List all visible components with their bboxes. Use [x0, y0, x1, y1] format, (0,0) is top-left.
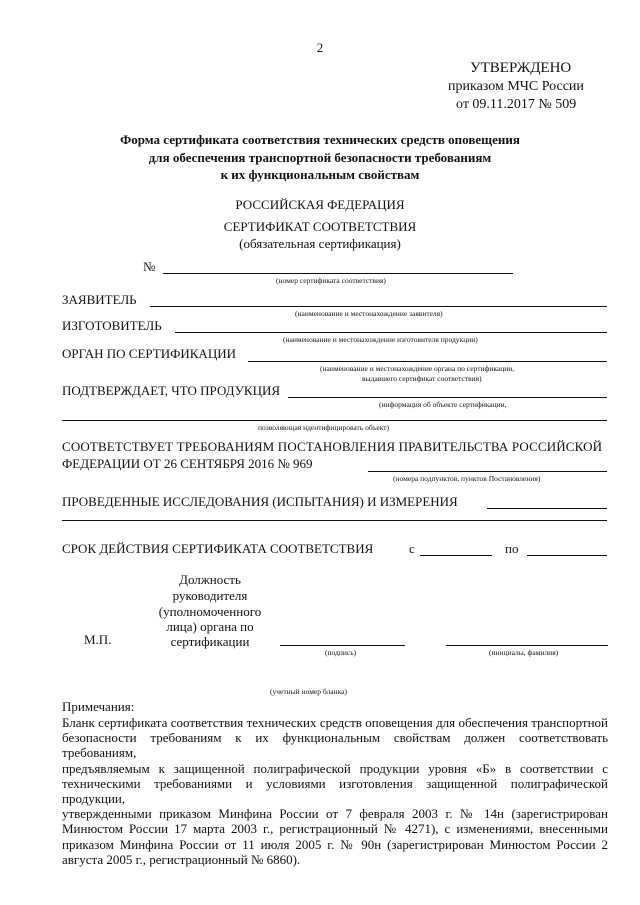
- notes-heading: Примечания:: [62, 699, 135, 714]
- stamp-label: М.П.: [84, 632, 112, 647]
- notes-line: Бланк сертификата соответствия технических средств оповещения для обеспечения транспортной: [62, 715, 608, 730]
- applicant-label: ЗАЯВИТЕЛЬ: [62, 292, 137, 307]
- number-field-line: [163, 273, 513, 274]
- approval-date: от 09.11.2017 № 509: [456, 97, 577, 112]
- notes-line: безопасности требованиям к их функциональным свойствам должен соответствовать требованиям,: [62, 730, 608, 761]
- notes-line: предъявляемым к защищенной полиграфической продукции уровня «Б» в соответствии с: [62, 760, 608, 776]
- product-label: ПОДТВЕРЖДАЕТ, ЧТО ПРОДУКЦИЯ: [62, 383, 281, 398]
- notes-line: техническими требованиями и условиями изготовления защищенной полиграфической продукции,: [62, 775, 608, 807]
- notes-line: августа 2005 г., регистрационный № 6860).: [62, 851, 301, 867]
- cert-body-field-line: [248, 361, 607, 362]
- research-field-line: [487, 508, 607, 509]
- product-caption-line1: (информация об объекте сертификации,: [379, 400, 507, 409]
- cert-body-label: ОРГАН ПО СЕРТИФИКАЦИИ: [62, 346, 236, 361]
- validity-to-label: по: [505, 541, 519, 556]
- conformity-caption: (номера подпунктов, пунктов Постановления): [393, 474, 541, 483]
- notes-line: утвержденными приказом Минфина России от 7 февраля 2003 г. № 14н (зарегистрирован: [62, 806, 608, 822]
- product-caption-line2: позволяющая идентифицировать объект): [258, 423, 390, 432]
- form-title-line1: Форма сертификата соответствия технических средств оповещения: [120, 132, 520, 147]
- conformity-line1: СООТВЕТСТВУЕТ ТРЕБОВАНИЯМ ПОСТАНОВЛЕНИЯ ПРАВИТЕЛЬСТВА РОССИЙСКОЙ: [62, 439, 603, 454]
- applicant-field-line: [150, 306, 607, 307]
- name-line: [446, 645, 608, 646]
- approval-order: приказом МЧС России: [448, 79, 584, 94]
- signature-caption: (подпись): [325, 648, 357, 657]
- manufacturer-field-line: [175, 332, 607, 333]
- applicant-caption: (наименование и местонахождение заявителя): [295, 309, 443, 318]
- validity-from-label: с: [409, 541, 415, 556]
- conformity-line2: ФЕДЕРАЦИИ ОТ 26 СЕНТЯБРЯ 2016 № 969: [62, 456, 313, 471]
- validity-label: СРОК ДЕЙСТВИЯ СЕРТИФИКАТА СООТВЕТСТВИЯ: [62, 541, 374, 556]
- product-field-line: [288, 397, 607, 398]
- position-line3: (уполномоченного: [158, 604, 262, 619]
- page-number: 2: [316, 40, 324, 55]
- product-field-line-2: [62, 420, 607, 421]
- validity-to-line: [527, 555, 607, 556]
- manufacturer-caption: (наименование и местонахождение изготовителя продукции): [283, 335, 478, 344]
- conformity-field-line: [368, 471, 607, 472]
- approval-title: УТВЕРЖДЕНО: [470, 60, 572, 76]
- notes-body: [62, 715, 608, 867]
- position-line5: сертификации: [170, 634, 250, 649]
- notes-line: приказом Минфина России от 11 июля 2005 г. № 90н (зарегистрирован Минюстом России 2: [62, 836, 608, 852]
- federation-heading: РОССИЙСКАЯ ФЕДЕРАЦИЯ: [235, 197, 405, 212]
- cert-body-caption-line2: выдавшего сертификат соответствия): [362, 374, 482, 383]
- manufacturer-label: ИЗГОТОВИТЕЛЬ: [62, 318, 162, 333]
- name-caption: (инициалы, фамилия): [489, 648, 559, 657]
- research-label: ПРОВЕДЕННЫЕ ИССЛЕДОВАНИЯ (ИСПЫТАНИЯ) И ИЗМЕРЕНИЯ: [62, 494, 458, 509]
- validity-from-line: [420, 555, 492, 556]
- position-line4: лица) органа по: [166, 619, 254, 634]
- position-line1: Должность: [179, 572, 241, 587]
- blank-number-caption: (учетный номер бланка): [270, 687, 347, 696]
- certificate-subheading: (обязательная сертификация): [239, 236, 401, 251]
- research-field-line-2: [62, 520, 607, 521]
- number-label: №: [143, 259, 156, 274]
- cert-body-caption-line1: (наименование и местонахождение органа по сертификации,: [320, 364, 515, 373]
- number-caption: (номер сертификата соответствия): [276, 276, 386, 285]
- signature-line: [280, 645, 405, 646]
- certificate-heading: СЕРТИФИКАТ СООТВЕТСТВИЯ: [223, 219, 417, 234]
- position-line2: руководителя: [172, 588, 248, 603]
- form-title-line3: к их функциональным свойствам: [220, 167, 420, 182]
- form-title-line2: для обеспечения транспортной безопасности требованиям: [148, 150, 492, 165]
- notes-line: Минюстом России 17 марта 2003 г., регистрационный № 4271), с изменениями, внесенными: [62, 821, 608, 837]
